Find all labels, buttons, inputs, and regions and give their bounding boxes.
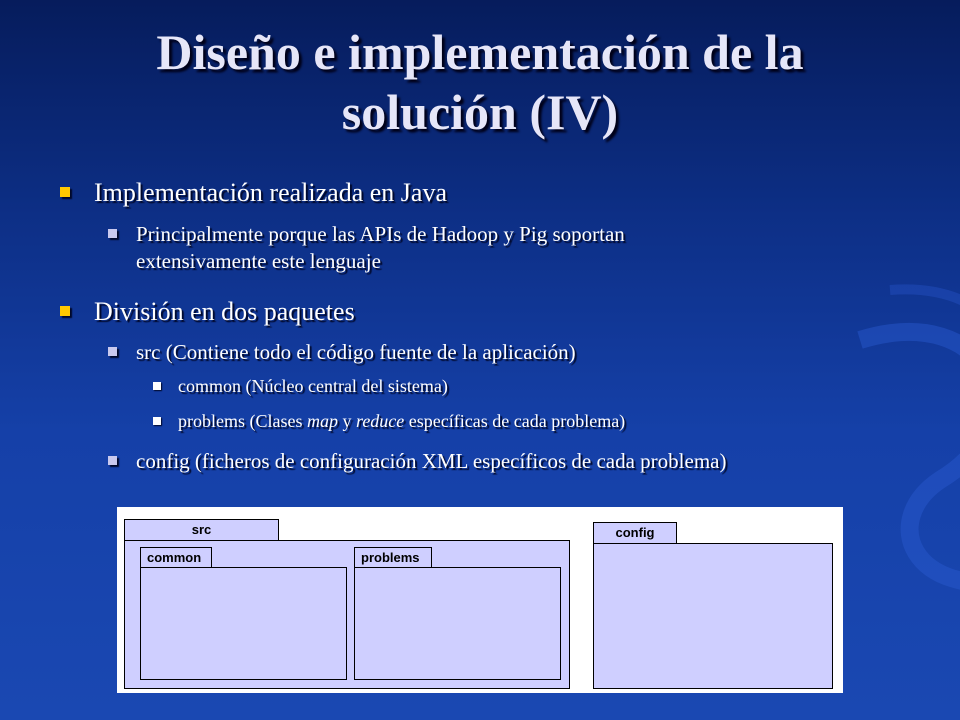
bullet-square-icon <box>153 417 161 425</box>
package-tab-config: config <box>593 522 677 544</box>
bullet-text-line-1: Principalmente porque las APIs de Hadoop y Pig soportan <box>136 222 625 246</box>
title-line-2: solución (IV) <box>341 84 619 140</box>
bullet-square-icon <box>60 306 70 316</box>
bullet-config <box>136 448 726 475</box>
bullet-text: Implementación realizada en Java <box>94 178 447 207</box>
bullet-text: src (Contiene todo el código fuente de la aplicación) <box>136 340 576 364</box>
bullet-text: División en dos paquetes <box>94 297 355 326</box>
package-body-problems <box>354 567 561 680</box>
package-body-common <box>140 567 347 680</box>
bullet-text-suffix: específicas de cada problema) <box>404 411 626 431</box>
package-tab-common: common <box>140 547 212 568</box>
bullet-src <box>136 339 576 366</box>
bullet-paquetes <box>94 297 355 327</box>
package-tab-src: src <box>124 519 279 541</box>
package-body-config <box>593 543 833 689</box>
slide-title <box>40 22 920 142</box>
bullet-text-and: y <box>337 411 356 431</box>
bullet-square-icon <box>108 456 117 465</box>
bullet-square-icon <box>108 229 117 238</box>
title-line-1: Diseño e implementación de la <box>156 24 804 80</box>
bullet-text: common (Núcleo central del sistema) <box>178 376 448 396</box>
bullet-square-icon <box>153 382 161 390</box>
bullet-square-icon <box>60 187 70 197</box>
bullet-text: config (ficheros de configuración XML específicos de cada problema) <box>136 449 727 473</box>
package-tab-problems: problems <box>354 547 432 568</box>
bullet-apis <box>136 221 625 275</box>
bullet-text-line-2: extensivamente este lenguaje <box>136 249 381 273</box>
bullet-text-reduce: reduce <box>355 411 405 431</box>
bullet-text-prefix: problems (Clases <box>178 411 307 431</box>
bullet-text-map: map <box>306 411 338 431</box>
bullet-java <box>94 178 447 208</box>
bullet-common <box>178 375 448 397</box>
bullet-square-icon <box>108 347 117 356</box>
package-diagram <box>117 507 843 693</box>
bullet-problems <box>178 410 625 432</box>
